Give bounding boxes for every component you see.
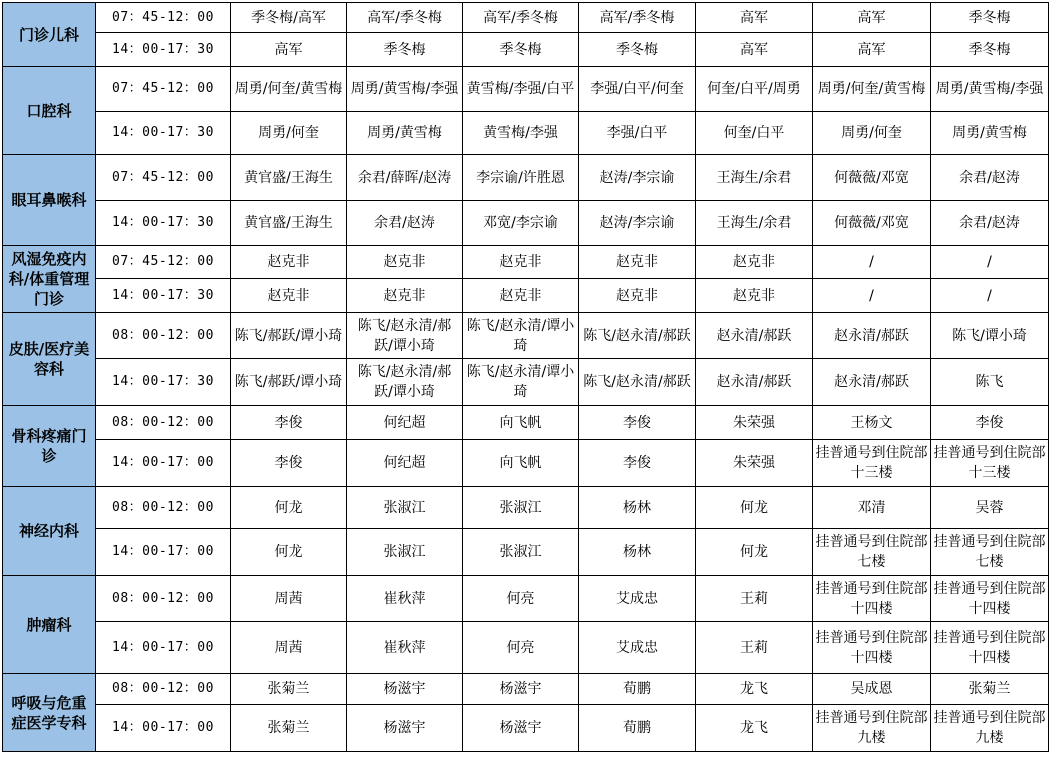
- table-row: [3, 576, 1049, 622]
- doctor-cell: 挂普通号到住院部七楼: [813, 529, 931, 576]
- doctor-cell: 高军: [231, 33, 347, 67]
- doctor-cell: 张淑江: [347, 529, 463, 576]
- doctor-cell: 赵永清/郝跃: [813, 313, 931, 359]
- doctor-cell: 挂普通号到住院部十三楼: [813, 440, 931, 487]
- doctor-cell: 李俊: [579, 406, 696, 440]
- table-row: [3, 359, 1049, 406]
- doctor-cell: 赵克非: [696, 246, 813, 279]
- doctor-cell: 何纪超: [347, 406, 463, 440]
- department-name: 风湿免疫内科/体重管理门诊: [3, 246, 96, 313]
- doctor-cell: 黄雪梅/李强/白平: [463, 67, 579, 112]
- table-row: [3, 112, 1049, 155]
- doctor-cell: 陈飞/赵永清/郝跃: [579, 313, 696, 359]
- department-name: 门诊儿科: [3, 3, 96, 67]
- doctor-cell: 陈飞/谭小琦: [931, 313, 1049, 359]
- doctor-cell: 陈飞: [931, 359, 1049, 406]
- department-name: 呼吸与危重症医学专科: [3, 674, 96, 752]
- doctor-cell: 陈飞/赵永清/谭小琦: [463, 313, 579, 359]
- doctor-cell: 何亮: [463, 622, 579, 674]
- doctor-cell: 杨林: [579, 529, 696, 576]
- doctor-cell: 艾成忠: [579, 576, 696, 622]
- department-name: 神经内科: [3, 487, 96, 576]
- time-slot: 08：00-12：00: [96, 576, 231, 622]
- doctor-cell: 余君/赵涛: [347, 201, 463, 246]
- department-name: 骨科疼痛门诊: [3, 406, 96, 487]
- doctor-cell: /: [931, 279, 1049, 313]
- doctor-cell: 季冬梅: [931, 33, 1049, 67]
- doctor-cell: 赵克非: [696, 279, 813, 313]
- doctor-cell: 余君/薛晖/赵涛: [347, 155, 463, 201]
- doctor-cell: 李宗谕/许胜恩: [463, 155, 579, 201]
- time-slot: 14：00-17：30: [96, 359, 231, 406]
- doctor-cell: 赵克非: [231, 246, 347, 279]
- doctor-cell: 杨滋宇: [463, 705, 579, 752]
- doctor-cell: 何奎/白平: [696, 112, 813, 155]
- doctor-cell: 张淑江: [347, 487, 463, 529]
- doctor-cell: 李俊: [231, 406, 347, 440]
- doctor-cell: 荀鹏: [579, 705, 696, 752]
- doctor-cell: 挂普通号到住院部十四楼: [813, 622, 931, 674]
- doctor-cell: 周勇/何奎/黄雪梅: [813, 67, 931, 112]
- table-row: [3, 67, 1049, 112]
- time-slot: 08：00-12：00: [96, 674, 231, 705]
- doctor-cell: 赵永清/郝跃: [696, 359, 813, 406]
- doctor-cell: 何纪超: [347, 440, 463, 487]
- doctor-cell: 李强/白平: [579, 112, 696, 155]
- table-row: [3, 246, 1049, 279]
- doctor-cell: 季冬梅/高军: [231, 3, 347, 33]
- table-row: [3, 406, 1049, 440]
- doctor-cell: 季冬梅: [931, 3, 1049, 33]
- time-slot: 07：45-12：00: [96, 155, 231, 201]
- time-slot: 08：00-12：00: [96, 487, 231, 529]
- department-name: 口腔科: [3, 67, 96, 155]
- doctor-cell: 陈飞/赵永清/郝跃/谭小琦: [347, 359, 463, 406]
- table-row: [3, 313, 1049, 359]
- doctor-cell: 挂普通号到住院部十四楼: [931, 622, 1049, 674]
- doctor-cell: 季冬梅: [347, 33, 463, 67]
- doctor-cell: 荀鹏: [579, 674, 696, 705]
- doctor-cell: 陈飞/赵永清/郝跃: [579, 359, 696, 406]
- doctor-cell: 王杨文: [813, 406, 931, 440]
- doctor-cell: 赵克非: [347, 246, 463, 279]
- schedule-body: [3, 3, 1049, 752]
- doctor-cell: 余君/赵涛: [931, 155, 1049, 201]
- time-slot: 14：00-17：00: [96, 440, 231, 487]
- doctor-cell: 张菊兰: [931, 674, 1049, 705]
- time-slot: 14：00-17：30: [96, 112, 231, 155]
- table-row: [3, 440, 1049, 487]
- table-row: [3, 705, 1049, 752]
- table-row: [3, 33, 1049, 67]
- doctor-cell: 崔秋萍: [347, 576, 463, 622]
- doctor-cell: 赵涛/李宗谕: [579, 201, 696, 246]
- doctor-cell: 挂普通号到住院部十四楼: [813, 576, 931, 622]
- table-row: [3, 622, 1049, 674]
- doctor-cell: /: [931, 246, 1049, 279]
- doctor-cell: /: [813, 279, 931, 313]
- doctor-cell: 赵克非: [347, 279, 463, 313]
- doctor-cell: 王莉: [696, 622, 813, 674]
- table-row: [3, 487, 1049, 529]
- time-slot: 07：45-12：00: [96, 246, 231, 279]
- doctor-cell: 黄官盛/王海生: [231, 155, 347, 201]
- doctor-cell: 何薇薇/邓宽: [813, 155, 931, 201]
- doctor-cell: 何龙: [231, 487, 347, 529]
- doctor-cell: 陈飞/郝跃/谭小琦: [231, 359, 347, 406]
- doctor-cell: 周茜: [231, 622, 347, 674]
- doctor-cell: 陈飞/赵永清/谭小琦: [463, 359, 579, 406]
- doctor-cell: 杨林: [579, 487, 696, 529]
- table-row: [3, 3, 1049, 33]
- time-slot: 14：00-17：00: [96, 622, 231, 674]
- time-slot: 14：00-17：30: [96, 201, 231, 246]
- doctor-cell: 何龙: [696, 529, 813, 576]
- doctor-cell: 何亮: [463, 576, 579, 622]
- time-slot: 07：45-12：00: [96, 67, 231, 112]
- doctor-cell: 何龙: [231, 529, 347, 576]
- doctor-cell: 向飞帆: [463, 406, 579, 440]
- doctor-cell: 周勇/黄雪梅: [931, 112, 1049, 155]
- doctor-cell: 高军/季冬梅: [347, 3, 463, 33]
- doctor-cell: 挂普通号到住院部七楼: [931, 529, 1049, 576]
- time-slot: 14：00-17：00: [96, 529, 231, 576]
- doctor-cell: 崔秋萍: [347, 622, 463, 674]
- doctor-cell: 赵永清/郝跃: [813, 359, 931, 406]
- doctor-cell: 挂普通号到住院部九楼: [813, 705, 931, 752]
- doctor-cell: 周茜: [231, 576, 347, 622]
- doctor-cell: 张淑江: [463, 487, 579, 529]
- doctor-cell: 李俊: [931, 406, 1049, 440]
- doctor-cell: 赵永清/郝跃: [696, 313, 813, 359]
- time-slot: 14：00-17：00: [96, 705, 231, 752]
- doctor-cell: 何龙: [696, 487, 813, 529]
- doctor-cell: 赵克非: [579, 246, 696, 279]
- schedule-table: [2, 2, 1049, 752]
- doctor-cell: 向飞帆: [463, 440, 579, 487]
- doctor-cell: 邓宽/李宗谕: [463, 201, 579, 246]
- doctor-cell: 吴蓉: [931, 487, 1049, 529]
- doctor-cell: 赵克非: [579, 279, 696, 313]
- doctor-cell: 陈飞/赵永清/郝跃/谭小琦: [347, 313, 463, 359]
- doctor-cell: 高军/季冬梅: [579, 3, 696, 33]
- department-name: 皮肤/医疗美容科: [3, 313, 96, 406]
- doctor-cell: 余君/赵涛: [931, 201, 1049, 246]
- doctor-cell: 高军: [696, 3, 813, 33]
- doctor-cell: 张菊兰: [231, 674, 347, 705]
- doctor-cell: 张菊兰: [231, 705, 347, 752]
- doctor-cell: 何奎/白平/周勇: [696, 67, 813, 112]
- time-slot: 08：00-12：00: [96, 313, 231, 359]
- doctor-cell: 赵涛/李宗谕: [579, 155, 696, 201]
- doctor-cell: 龙飞: [696, 674, 813, 705]
- department-name: 肿瘤科: [3, 576, 96, 674]
- doctor-cell: 李俊: [231, 440, 347, 487]
- doctor-cell: 赵克非: [463, 279, 579, 313]
- doctor-cell: 黄官盛/王海生: [231, 201, 347, 246]
- time-slot: 14：00-17：30: [96, 33, 231, 67]
- table-row: [3, 279, 1049, 313]
- table-row: [3, 155, 1049, 201]
- table-row: [3, 674, 1049, 705]
- doctor-cell: 高军/季冬梅: [463, 3, 579, 33]
- doctor-cell: /: [813, 246, 931, 279]
- doctor-cell: 龙飞: [696, 705, 813, 752]
- time-slot: 08：00-12：00: [96, 406, 231, 440]
- doctor-cell: 周勇/黄雪梅/李强: [931, 67, 1049, 112]
- doctor-cell: 赵克非: [463, 246, 579, 279]
- doctor-cell: 陈飞/郝跃/谭小琦: [231, 313, 347, 359]
- doctor-cell: 周勇/何奎/黄雪梅: [231, 67, 347, 112]
- department-name: 眼耳鼻喉科: [3, 155, 96, 246]
- doctor-cell: 王海生/余君: [696, 201, 813, 246]
- doctor-cell: 高军: [813, 33, 931, 67]
- doctor-cell: 吴成恩: [813, 674, 931, 705]
- doctor-cell: 周勇/何奎: [231, 112, 347, 155]
- doctor-cell: 黄雪梅/李强: [463, 112, 579, 155]
- time-slot: 14：00-17：30: [96, 279, 231, 313]
- table-row: [3, 529, 1049, 576]
- doctor-cell: 季冬梅: [579, 33, 696, 67]
- doctor-cell: 挂普通号到住院部十四楼: [931, 576, 1049, 622]
- doctor-cell: 李俊: [579, 440, 696, 487]
- doctor-cell: 邓清: [813, 487, 931, 529]
- doctor-cell: 杨滋宇: [347, 674, 463, 705]
- doctor-cell: 挂普通号到住院部十三楼: [931, 440, 1049, 487]
- doctor-cell: 杨滋宇: [463, 674, 579, 705]
- doctor-cell: 朱荣强: [696, 406, 813, 440]
- doctor-cell: 周勇/黄雪梅/李强: [347, 67, 463, 112]
- doctor-cell: 王海生/余君: [696, 155, 813, 201]
- doctor-cell: 赵克非: [231, 279, 347, 313]
- doctor-cell: 杨滋宇: [347, 705, 463, 752]
- doctor-cell: 李强/白平/何奎: [579, 67, 696, 112]
- time-slot: 07：45-12：00: [96, 3, 231, 33]
- doctor-cell: 挂普通号到住院部九楼: [931, 705, 1049, 752]
- doctor-cell: 周勇/何奎: [813, 112, 931, 155]
- doctor-cell: 艾成忠: [579, 622, 696, 674]
- doctor-cell: 高军: [696, 33, 813, 67]
- doctor-cell: 王莉: [696, 576, 813, 622]
- doctor-cell: 高军: [813, 3, 931, 33]
- doctor-cell: 朱荣强: [696, 440, 813, 487]
- doctor-cell: 何薇薇/邓宽: [813, 201, 931, 246]
- doctor-cell: 张淑江: [463, 529, 579, 576]
- doctor-cell: 周勇/黄雪梅: [347, 112, 463, 155]
- doctor-cell: 季冬梅: [463, 33, 579, 67]
- table-row: [3, 201, 1049, 246]
